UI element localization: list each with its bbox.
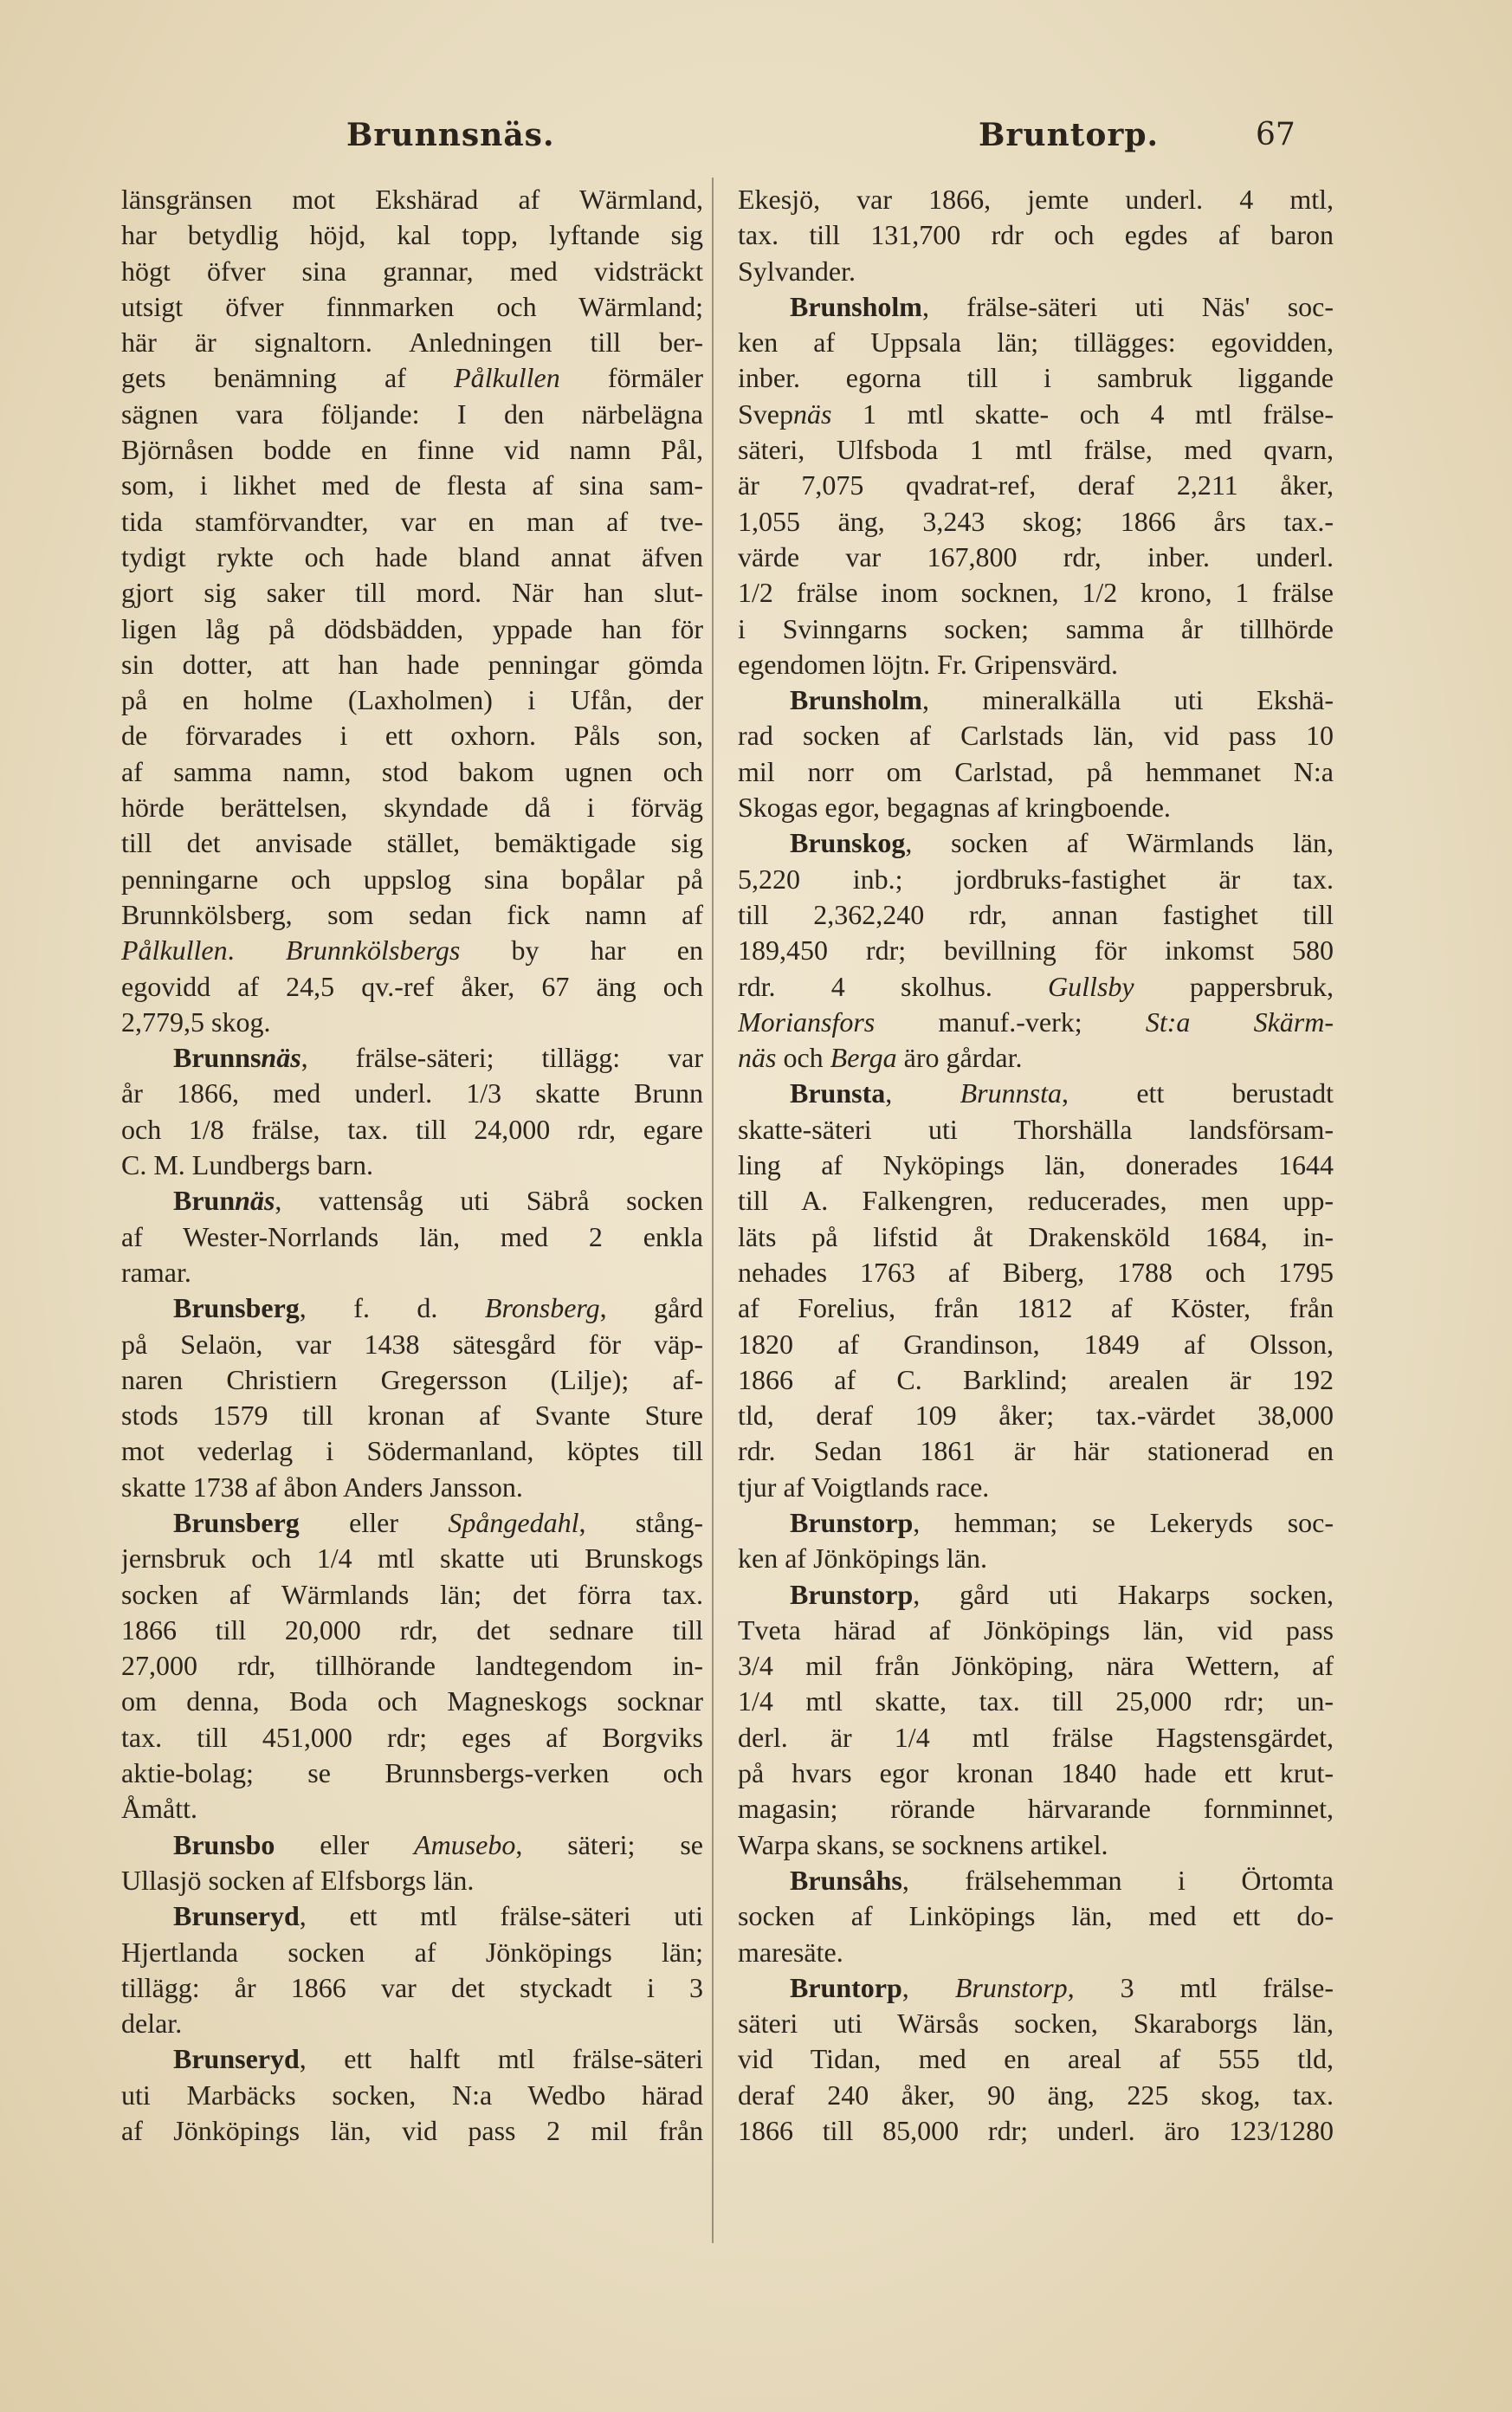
text-line: Ekesjö, var 1866, jemte underl. 4 mtl, [738, 184, 1334, 215]
text-line: skatte-säteri uti Thorshälla landsförsam- [738, 1113, 1334, 1145]
text-line: Brunsberg eller Spångedahl, stång- [173, 1506, 703, 1538]
text-line: Skogas egor, begagnas af kringboende. [738, 792, 1171, 824]
text-line: på hvars egor kronan 1840 hade ett krut- [738, 1757, 1334, 1789]
text-line: Bruntorp, Brunstorp, 3 mtl frälse- [790, 1971, 1334, 2003]
right-column [738, 182, 1334, 2149]
text-line: värde var 167,800 rdr, inber. underl. [738, 540, 1334, 572]
text-line: Åmått. [121, 1793, 197, 1825]
text-line: skatte 1738 af åbon Anders Jansson. [121, 1471, 523, 1503]
text-line: Björnåsen bodde en finne vid namn Pål, [121, 434, 703, 466]
text-line: uti Marbäcks socken, N:a Wedbo härad [121, 2079, 703, 2111]
text-line: 1866 af C. Barklind; arealen är 192 [738, 1363, 1334, 1395]
text-line: säteri, Ulfsboda 1 mtl frälse, med qvarn, [738, 434, 1334, 466]
text-line: Brunnsnäs, frälse-säteri; tillägg: var [173, 1042, 703, 1074]
text-line: Brunnäs, vattensåg uti Säbrå socken [173, 1185, 703, 1217]
text-line: här är signaltorn. Anledningen till ber- [121, 327, 703, 359]
text-line: läts på lifstid åt Drakensköld 1684, in- [738, 1220, 1334, 1252]
text-line: naren Christiern Gregersson (Lilje); af- [121, 1363, 703, 1395]
text-line: de förvarades i ett oxhorn. Påls son, [121, 720, 703, 752]
text-line: mil norr om Carlstad, på hemmanet N:a [738, 755, 1334, 787]
text-line: Brunseryd, ett mtl frälse-säteri uti [173, 1900, 703, 1932]
running-header [0, 117, 1512, 169]
text-line: Brunskog, socken af Wärmlands län, [790, 827, 1334, 859]
text-line: ken af Uppsala län; tillägges: egovidden, [738, 327, 1334, 359]
text-line: af samma namn, stod bakom ugnen och [121, 755, 703, 787]
text-line: 1866 till 85,000 rdr; underl. äro 123/1280 [738, 2115, 1334, 2147]
text-line: Brunsta, Brunnsta, ett berustadt [790, 1077, 1334, 1109]
text-line: 1,055 äng, 3,243 skog; 1866 års tax.- [738, 505, 1334, 537]
text-line: ken af Jönköpings län. [738, 1542, 987, 1575]
text-line: gjort sig saker till mord. När han slut- [121, 577, 703, 609]
text-line: 3/4 mil från Jönköping, nära Wettern, af [738, 1650, 1334, 1682]
text-line: Brunstorp, gård uti Hakarps socken, [790, 1578, 1334, 1610]
text-line: Brunnkölsberg, som sedan fick namn af [121, 898, 703, 930]
text-line: är 7,075 qvadrat-ref, deraf 2,211 åker, [738, 469, 1334, 501]
text-line: inber. egorna till i sambruk liggande [738, 362, 1334, 394]
text-line: maresäte. [738, 1936, 843, 1968]
text-line: Svepnäs 1 mtl skatte- och 4 mtl frälse- [738, 398, 1334, 430]
text-line: 5,220 inb.; jordbruks-fastighet är tax. [738, 863, 1334, 895]
header-left-word: Brunnsnäs. [346, 117, 555, 153]
text-line: sin dotter, att han hade penningar gömda [121, 648, 703, 680]
text-line: i Svinngarns socken; samma år tillhörde [738, 612, 1334, 644]
text-line: af Jönköpings län, vid pass 2 mil från [121, 2115, 703, 2147]
text-line: Brunsholm, frälse-säteri uti Näs' soc- [790, 290, 1334, 322]
text-line: 1866 till 20,000 rdr, det sednare till [121, 1613, 703, 1646]
text-line: högt öfver sina grannar, med vidsträckt [121, 255, 703, 287]
text-line: till 2,362,240 rdr, annan fastighet till [738, 898, 1334, 930]
text-line: socken af Wärmlands län; det förra tax. [121, 1578, 703, 1610]
text-line: tillägg: år 1866 var det styckadt i 3 [121, 1971, 703, 2003]
text-line: har betydlig höjd, kal topp, lyftande sig [121, 219, 703, 251]
column-divider [712, 178, 714, 2243]
text-line: ling af Nyköpings län, donerades 1644 [738, 1149, 1334, 1181]
text-line: Tveta härad af Jönköpings län, vid pass [738, 1613, 1334, 1646]
text-line: Warpa skans, se socknens artikel. [738, 1828, 1108, 1860]
text-line: delar. [121, 2008, 183, 2040]
text-line: utsigt öfver finnmarken och Wärmland; [121, 290, 703, 322]
header-right-word: Bruntorp. [979, 117, 1160, 153]
text-line: mot vederlag i Södermanland, köptes till [121, 1435, 703, 1467]
text-line: säteri uti Wärsås socken, Skaraborgs län, [738, 2008, 1334, 2040]
text-line: gets benämning af Pålkullen förmäler [121, 362, 703, 394]
text-line: tld, deraf 109 åker; tax.-värdet 38,000 [738, 1400, 1334, 1432]
text-line: 27,000 rdr, tillhörande landtegendom in- [121, 1650, 703, 1682]
text-line: till det anvisade stället, bemäktigade sig [121, 827, 703, 859]
text-line: Hjertlanda socken af Jönköpings län; [121, 1936, 703, 1968]
text-line: tjur af Voigtlands race. [738, 1471, 990, 1503]
text-line: 189,450 rdr; bevillning för inkomst 580 [738, 934, 1334, 967]
text-line: Brunseryd, ett halft mtl frälse-säteri [173, 2043, 703, 2075]
text-line: länsgränsen mot Ekshärad af Wärmland, [121, 184, 703, 215]
text-line: af Wester-Norrlands län, med 2 enkla [121, 1220, 703, 1252]
text-line: Brunstorp, hemman; se Lekeryds soc- [790, 1506, 1334, 1538]
text-line: egendomen löjtn. Fr. Gripensvärd. [738, 648, 1119, 680]
text-line: egovidd af 24,5 qv.-ref åker, 67 äng och [121, 970, 703, 1002]
text-line: deraf 240 åker, 90 äng, 225 skog, tax. [738, 2079, 1334, 2111]
text-line: 2,779,5 skog. [121, 1006, 271, 1038]
text-line: af Forelius, från 1812 af Köster, från [738, 1292, 1334, 1324]
text-line: Ullasjö socken af Elfsborgs län. [121, 1864, 475, 1896]
page-number: 67 [1256, 117, 1296, 152]
text-line: Brunsbo eller Amusebo, säteri; se [173, 1828, 703, 1860]
text-line: rdr. Sedan 1861 är här stationerad en [738, 1435, 1334, 1467]
text-line: tax. till 131,700 rdr och egdes af baron [738, 219, 1334, 251]
text-line: 1/2 frälse inom socknen, 1/2 krono, 1 frälse [738, 577, 1334, 609]
text-line: 1/4 mtl skatte, tax. till 25,000 rdr; un- [738, 1685, 1334, 1717]
text-line: socken af Linköpings län, med ett do- [738, 1900, 1334, 1932]
text-line: som, i likhet med de flesta af sina sam- [121, 469, 703, 501]
text-line: på en holme (Laxholmen) i Ufån, der [121, 684, 703, 716]
text-line: sägnen vara följande: I den närbelägna [121, 398, 703, 430]
text-line: penningarne och uppslog sina bopålar på [121, 863, 703, 895]
text-line: Moriansfors manuf.-verk; St:a Skärm- [738, 1006, 1334, 1038]
text-line: jernsbruk och 1/4 mtl skatte uti Brunskogs [121, 1542, 703, 1575]
text-line: tydigt rykte och hade bland annat äfven [121, 540, 703, 572]
text-line: magasin; rörande härvarande fornminnet, [738, 1793, 1334, 1825]
text-line: Brunsberg, f. d. Bronsberg, gård [173, 1292, 703, 1324]
text-line: rdr. 4 skolhus. Gullsby pappersbruk, [738, 970, 1334, 1002]
text-line: rad socken af Carlstads län, vid pass 10 [738, 720, 1334, 752]
text-line: Pålkullen. Brunnkölsbergs by har en [121, 934, 703, 967]
text-line: tax. till 451,000 rdr; eges af Borgviks [121, 1721, 703, 1753]
text-line: vid Tidan, med en areal af 555 tld, [738, 2043, 1334, 2075]
text-line: C. M. Lundbergs barn. [121, 1149, 373, 1181]
text-line: år 1866, med underl. 1/3 skatte Brunn [121, 1077, 703, 1109]
text-line: ramar. [121, 1256, 191, 1288]
text-line: Sylvander. [738, 255, 856, 287]
text-line: aktie-bolag; se Brunnsbergs-verken och [121, 1757, 703, 1789]
text-line: hörde berättelsen, skyndade då i förväg [121, 792, 703, 824]
text-line: om denna, Boda och Magneskogs socknar [121, 1685, 703, 1717]
text-line: 1820 af Grandinson, 1849 af Olsson, [738, 1328, 1334, 1360]
text-line: ligen låg på dödsbädden, yppade han för [121, 612, 703, 644]
text-line: näs och Berga äro gårdar. [738, 1042, 1023, 1074]
text-line: till A. Falkengren, reducerades, men upp- [738, 1185, 1334, 1217]
left-column [121, 182, 703, 2149]
text-line: och 1/8 frälse, tax. till 24,000 rdr, egare [121, 1113, 703, 1145]
text-line: stods 1579 till kronan af Svante Sture [121, 1400, 703, 1432]
text-line: Brunsholm, mineralkälla uti Ekshä- [790, 684, 1334, 716]
text-line: derl. är 1/4 mtl frälse Hagstensgärdet, [738, 1721, 1334, 1753]
text-line: tida stamförvandter, var en man af tve- [121, 505, 703, 537]
text-line: nehades 1763 af Biberg, 1788 och 1795 [738, 1256, 1334, 1288]
text-line: på Selaön, var 1438 sätesgård för väp- [121, 1328, 703, 1360]
text-line: Brunsåhs, frälsehemman i Örtomta [790, 1864, 1334, 1896]
